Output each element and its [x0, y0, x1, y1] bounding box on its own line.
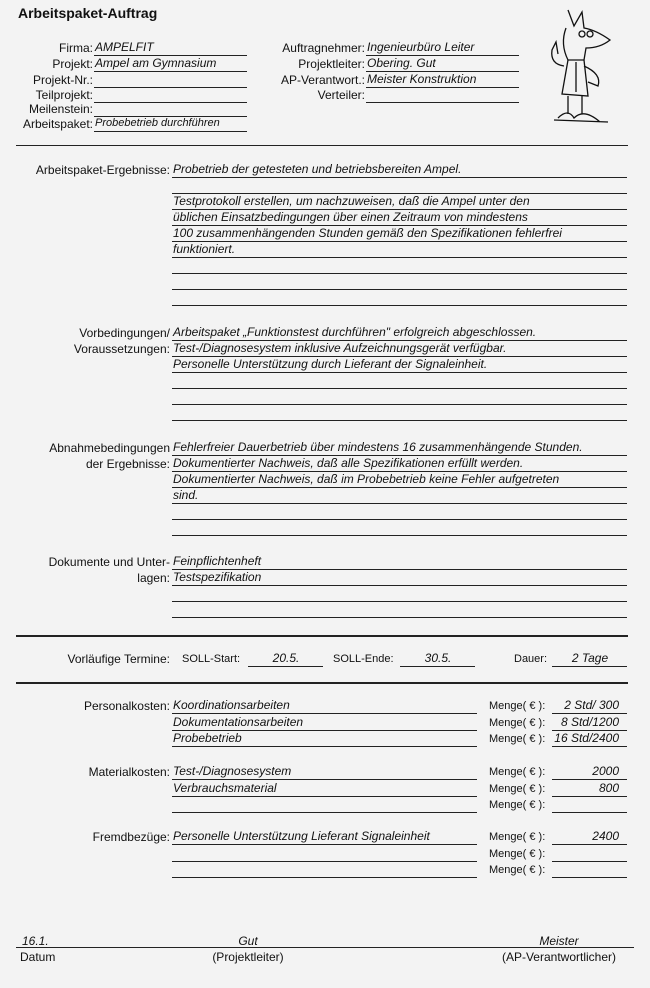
- menge-label: Menge( € ):: [489, 799, 546, 811]
- menge-field[interactable]: [552, 846, 627, 862]
- menge-label: Menge( € ):: [489, 733, 546, 745]
- section-line[interactable]: [172, 274, 627, 290]
- date-value[interactable]: 16.1.: [22, 934, 49, 948]
- section-line[interactable]: üblichen Einsatzbedingungen über einen Zeitraum von mindestens: [172, 210, 627, 226]
- cost-label: Fremdbezüge:: [92, 830, 170, 844]
- section-label: Vorbedingungen/: [79, 326, 170, 340]
- cost-item-field[interactable]: Verbrauchsmaterial: [172, 781, 477, 797]
- header-label: Projektleiter:: [298, 57, 365, 71]
- divider: [16, 682, 628, 684]
- section-line[interactable]: [172, 520, 627, 536]
- ap-verantwortlicher-signature[interactable]: Meister: [539, 934, 579, 948]
- section-label: lagen:: [137, 571, 170, 585]
- dauer-label: Dauer:: [514, 653, 548, 665]
- header-label: Teilprojekt:: [35, 88, 93, 102]
- section-label: Arbeitspaket-Ergebnisse:: [35, 163, 170, 177]
- cost-item-field[interactable]: Probebetrieb: [172, 731, 477, 747]
- section-line[interactable]: Dokumentierter Nachweis, daß alle Spezifikationen erfüllt werden.: [172, 456, 627, 472]
- header-field[interactable]: Ingenieurbüro Leiter: [366, 40, 519, 56]
- menge-field[interactable]: 2000: [552, 764, 627, 780]
- header-label: Arbeitspaket:: [22, 117, 93, 131]
- menge-label: Menge( € ):: [489, 864, 546, 876]
- section-line[interactable]: [172, 373, 627, 389]
- menge-label: Menge( € ):: [489, 700, 546, 712]
- section-line[interactable]: [172, 178, 627, 194]
- divider: [16, 635, 628, 637]
- header-field[interactable]: Probebetrieb durchführen: [94, 116, 247, 132]
- menge-field[interactable]: 16 Std/2400: [552, 731, 627, 747]
- menge-label: Menge( € ):: [489, 831, 546, 843]
- header-label: Projekt-Nr.:: [32, 73, 93, 87]
- header-field[interactable]: [94, 101, 247, 117]
- menge-label: Menge( € ):: [489, 766, 546, 778]
- header-label: Firma:: [59, 41, 93, 55]
- section-line[interactable]: Fehlerfreier Dauerbetrieb über mindestens 16 zusammenhängende Stunden.: [172, 440, 627, 456]
- header-field[interactable]: Ampel am Gymnasium: [94, 56, 247, 72]
- menge-field[interactable]: 2 Std/ 300: [552, 698, 627, 714]
- section-line[interactable]: [172, 586, 627, 602]
- section-label: Dokumente und Unter-: [48, 555, 170, 569]
- header-field[interactable]: [366, 87, 519, 103]
- section-line[interactable]: Probetrieb der getesteten und betriebsbereiten Ampel.: [172, 162, 627, 178]
- section-line[interactable]: Testprotokoll erstellen, um nachzuweisen, daß die Ampel unter den: [172, 194, 627, 210]
- header-label: Verteiler:: [317, 88, 365, 102]
- cost-item-field[interactable]: Personelle Unterstützung Lieferant Signaleinheit: [172, 829, 477, 845]
- date-label: Datum: [20, 950, 56, 964]
- section-line[interactable]: [172, 602, 627, 618]
- section-line[interactable]: [172, 389, 627, 405]
- header-field[interactable]: Meister Konstruktion: [366, 72, 519, 88]
- section-line[interactable]: Arbeitspaket „Funktionstest durchführen" erfolgreich abgeschlossen.: [172, 325, 627, 341]
- cost-item-field[interactable]: [172, 846, 477, 862]
- section-label: der Ergebnisse:: [85, 457, 170, 471]
- cost-item-field[interactable]: [172, 797, 477, 813]
- section-line[interactable]: [172, 405, 627, 421]
- cost-item-field[interactable]: Dokumentationsarbeiten: [172, 715, 477, 731]
- projektleiter-label: (Projektleiter): [212, 950, 284, 964]
- section-line[interactable]: Personelle Unterstützung durch Lieferant der Signaleinheit.: [172, 357, 627, 373]
- cost-item-field[interactable]: [172, 862, 477, 878]
- soll-start-label: SOLL-Start:: [182, 653, 241, 665]
- menge-field[interactable]: 2400: [552, 829, 627, 845]
- header-field[interactable]: AMPELFIT: [94, 40, 247, 56]
- header-label: Auftragnehmer:: [282, 41, 365, 55]
- cost-item-field[interactable]: Test-/Diagnosesystem: [172, 764, 477, 780]
- header-field[interactable]: Obering. Gut: [366, 56, 519, 72]
- menge-label: Menge( € ):: [489, 716, 546, 729]
- section-line[interactable]: Feinpflichtenheft: [172, 554, 627, 570]
- section-line[interactable]: [172, 504, 627, 520]
- soll-start-field[interactable]: 20.5.: [248, 651, 323, 667]
- soll-ende-field[interactable]: 30.5.: [400, 651, 475, 667]
- form-title: Arbeitspaket-Auftrag: [18, 5, 158, 21]
- menge-field[interactable]: [552, 797, 627, 813]
- soll-ende-label: SOLL-Ende:: [333, 653, 394, 665]
- section-label: Voraussetzungen:: [73, 342, 170, 356]
- section-line[interactable]: Testspezifikation: [172, 570, 627, 586]
- section-label: Abnahmebedingungen: [49, 441, 170, 455]
- projektleiter-signature[interactable]: Gut: [238, 934, 258, 948]
- menge-field[interactable]: 800: [552, 781, 627, 797]
- header-field[interactable]: [94, 72, 247, 88]
- section-line[interactable]: 100 zusammenhängenden Stunden gemäß den Spezifikationen fehlerfrei: [172, 226, 627, 242]
- menge-label: Menge( € ):: [489, 782, 546, 795]
- header-label: Projekt:: [52, 57, 93, 71]
- wolf-mascot-icon: [538, 4, 618, 132]
- cost-item-field[interactable]: Koordinationsarbeiten: [172, 698, 477, 714]
- section-line[interactable]: [172, 290, 627, 306]
- section-line[interactable]: funktioniert.: [172, 242, 627, 258]
- cost-label: Materialkosten:: [88, 765, 170, 779]
- divider: [16, 145, 628, 146]
- menge-field[interactable]: [552, 862, 627, 878]
- cost-label: Personalkosten:: [83, 699, 170, 713]
- ap-verantwortlicher-label: (AP-Verantwortlicher): [501, 950, 617, 964]
- termine-label: Vorläufige Termine:: [67, 652, 170, 666]
- section-line[interactable]: Test-/Diagnosesystem inklusive Aufzeichnungsgerät verfügbar.: [172, 341, 627, 357]
- section-line[interactable]: Dokumentierter Nachweis, daß im Probebetrieb keine Fehler aufgetreten: [172, 472, 627, 488]
- section-line[interactable]: sind.: [172, 488, 627, 504]
- dauer-field[interactable]: 2 Tage: [552, 651, 627, 667]
- header-label: Meilenstein:: [28, 102, 93, 116]
- menge-label: Menge( € ):: [489, 847, 546, 860]
- menge-field[interactable]: 8 Std/1200: [552, 715, 627, 731]
- section-line[interactable]: [172, 258, 627, 274]
- header-label: AP-Verantwort.:: [280, 73, 365, 87]
